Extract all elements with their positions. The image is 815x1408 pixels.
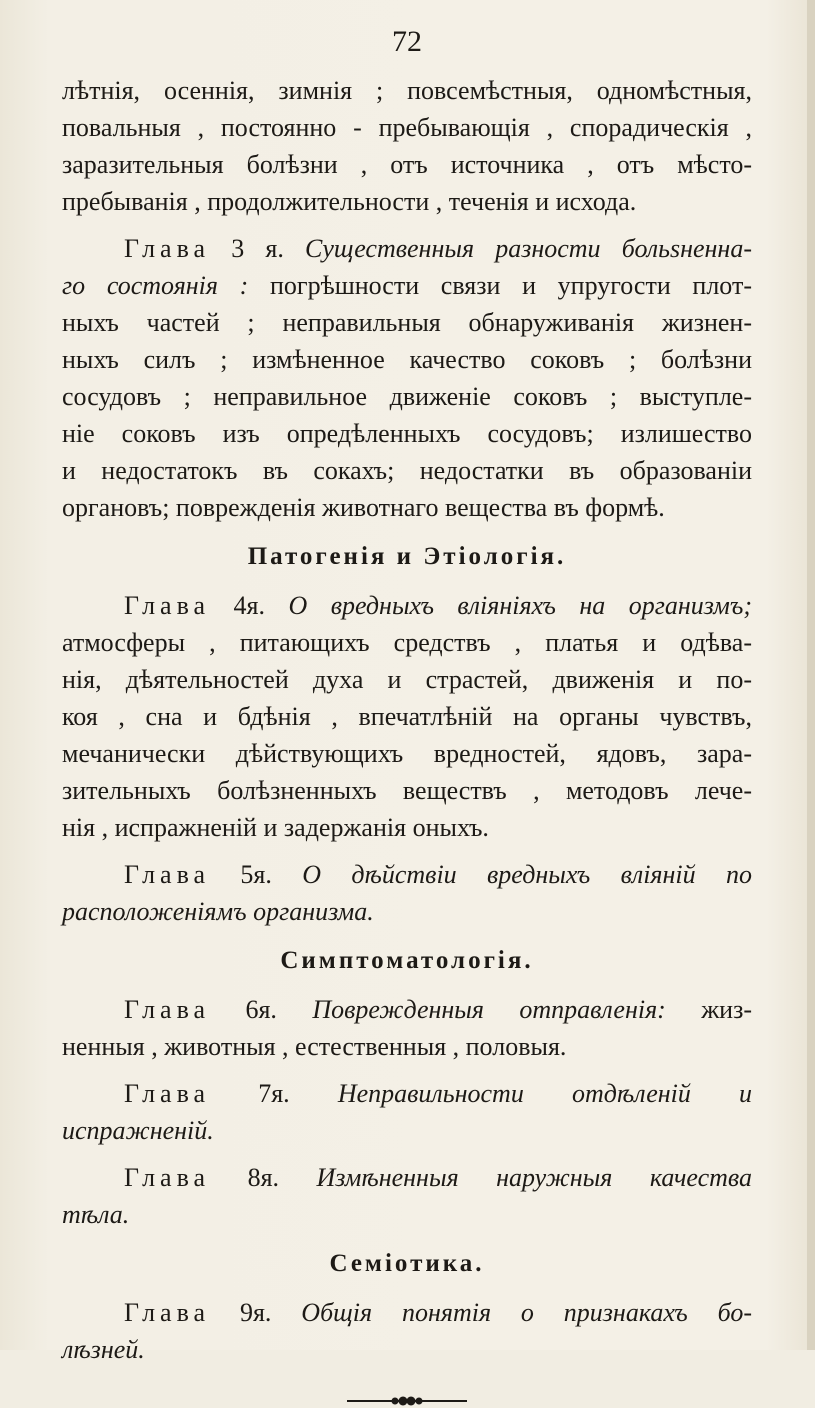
chapter-label: Глава [124,995,211,1024]
text-line [62,991,752,1028]
line-text: жиз- [665,995,753,1024]
line-text: пребыванія , продолжительности , теченія и исхода. [62,187,637,216]
text-line [62,415,752,452]
chapter-label: Глава [124,591,211,620]
chapter-number: 8я. [247,1163,280,1192]
text-line [62,304,752,341]
line-text: погрѣшности связи и упругости плот- [248,271,752,300]
chapter-paragraph [62,1075,752,1149]
text-line [62,452,752,489]
text-line [62,1112,752,1149]
chapter-paragraph [62,856,752,930]
line-text: атмосферы , питающихъ средствъ , платья и одѣва- [62,628,752,657]
line-text: и недостатокъ въ сокахъ; недостатки въ образованіи [62,456,752,485]
chapter-number: 9я. [239,1298,272,1327]
chapter-title-text: го состоянія : [62,271,249,300]
chapter-number: 3 я. [231,234,284,263]
chapter-title-text: О вредныхъ вліяніяхъ на организмъ; [288,591,753,620]
line-text: органовъ; поврежденія животнаго вещества въ формѣ. [62,493,665,522]
chapter-paragraph [62,1294,752,1368]
text-line [62,661,752,698]
text-line [62,809,752,846]
chapter-title-text: расположеніямъ организма. [62,897,374,926]
page-number: 72 [392,25,422,58]
chapter-title-text: испражненій. [62,1116,214,1145]
line-text: ніе соковъ изъ опредѣленныхъ сосудовъ; излишество [62,419,752,448]
chapter-paragraph [62,991,752,1065]
text-line [62,698,752,735]
ornament-divider-icon [347,1394,467,1408]
chapter-number: 7я. [258,1079,290,1108]
section-heading: Симптоматологія. [280,947,534,974]
text-line [62,183,752,220]
line-text: ненныя , животныя , естественныя , половыя. [62,1032,567,1061]
chapter-title-text: Общія понятія о признакахъ бо- [301,1298,752,1327]
line-text: нія, дѣятельностей духа и страстей, движенія и по- [62,665,752,694]
line-text: ныхъ силъ ; измѣненное качество соковъ ; болѣзни [62,345,752,374]
chapter-paragraph [62,587,752,846]
section-heading: Патогенія и Этіологія. [247,543,567,570]
text-line [62,267,752,304]
chapter-title-text: Измѣненныя наружныя качества [316,1163,753,1192]
chapter-paragraph [62,1159,752,1233]
line-text: сосудовъ ; неправильное движеніе соковъ ; выступле- [62,382,752,411]
chapter-title-text: лѣзней. [62,1335,145,1364]
page-spine-edge [807,0,815,1350]
line-text: нія , испражненій и задержанія оныхъ. [62,813,489,842]
page-content [62,72,752,1368]
text-line [62,772,752,809]
text-line [62,109,752,146]
text-line [62,230,752,267]
text-line [62,378,752,415]
chapter-label: Глава [124,1163,211,1192]
text-line [62,1075,752,1112]
chapter-label: Глава [124,1079,211,1108]
text-line [62,341,752,378]
text-line [62,893,752,930]
chapter-label: Глава [124,234,211,263]
section-heading: Семіотика. [329,1250,485,1277]
line-text: зительныхъ болѣзненныхъ веществъ , методовъ лече- [62,776,752,805]
text-line [62,1294,752,1331]
chapter-title-text: Неправильности отдѣленій и [337,1079,753,1108]
chapter-title-text: Поврежденныя отправленія: [312,995,666,1024]
line-text: коя , сна и бдѣнія , впечатлѣній на органы чувствъ, [62,702,752,731]
text-line [62,146,752,183]
chapter-title-text: О дѣйствіи вредныхъ вліяній по [302,860,752,889]
text-line [62,1028,752,1065]
chapter-number: 6я. [245,995,277,1024]
text-line [62,735,752,772]
text-line [62,1159,752,1196]
page-text [62,22,752,1408]
text-paragraph [62,72,752,220]
chapter-label: Глава [124,860,211,889]
text-line [62,624,752,661]
line-text: заразительныя болѣзни , отъ источника , отъ мѣсто- [62,150,752,179]
line-text: ныхъ частей ; неправильныя обнаруживанія жизнен- [62,308,752,337]
chapter-label: Глава [124,1298,211,1327]
chapter-paragraph [62,230,752,526]
line-text: повальныя , постоянно - пребывающія , спорадическія , [62,113,752,142]
text-line [62,489,752,526]
chapter-number: 5я. [240,860,272,889]
text-line [62,1196,752,1233]
chapter-number: 4я. [233,591,266,620]
text-line [62,587,752,624]
text-line [62,856,752,893]
line-text: мечанически дѣйствующихъ вредностей, ядовъ, зара- [62,739,752,768]
line-text: лѣтнія, осеннія, зимнія ; повсемѣстныя, одномѣстныя, [62,76,752,105]
chapter-title-text: тѣла. [62,1200,130,1229]
text-line [62,72,752,109]
chapter-title-text: Существенныя разности больѕненна- [305,234,752,263]
